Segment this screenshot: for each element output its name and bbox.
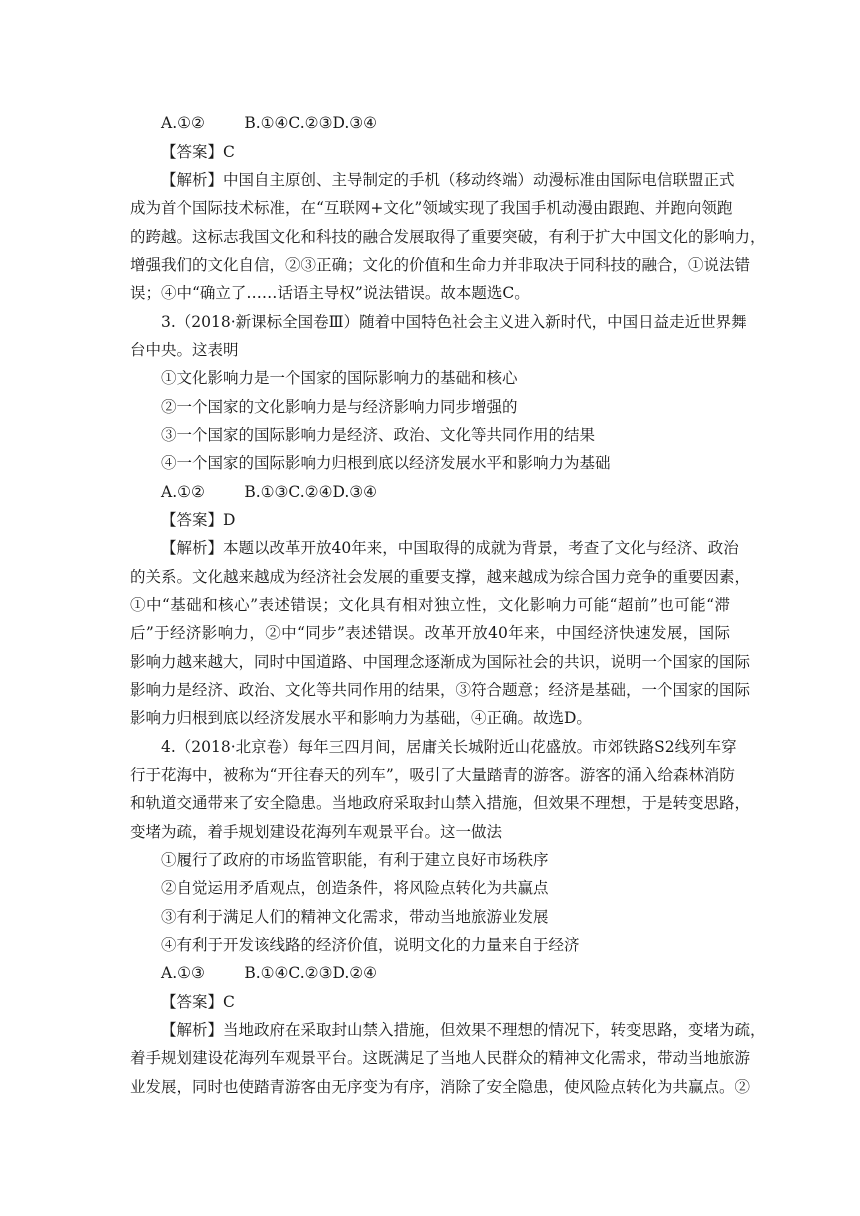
explanation-q2-line: 成为首个国际技术标准，在“互联网+文化”领域实现了我国手机动漫由跟跑、并跑向领跑 (130, 199, 733, 217)
q3-statement-1: ①文化影响力是一个国家的国际影响力的基础和核心 (161, 369, 518, 387)
explanation-q2-line: 增强我们的文化自信，②③正确；文化的价值和生命力并非取决于同科技的融合，①说法错 (130, 256, 751, 274)
explanation-q2-line: 的跨越。这标志我国文化和科技的融合发展取得了重要突破，有利于扩大中国文化的影响力， (130, 228, 766, 246)
q4-statement-3: ③有利于满足人们的精神文化需求，带动当地旅游业发展 (161, 908, 549, 926)
question-4-stem: 4.（2018·北京卷）每年三四月间，居庸关长城附近山花盛放。市郊铁路S2线列车穿 (161, 738, 737, 756)
explanation-q3-line: 后”于经济影响力，②中“同步”表述错误。改革开放40年来，中国经济快速发展，国际 (130, 624, 730, 642)
q3-statement-4: ④一个国家的国际影响力归根到底以经济发展水平和影响力为基础 (161, 454, 611, 472)
answer-q4: 【答案】C (161, 993, 235, 1011)
explanation-q2-line: 误；④中“确立了……话语主导权”说法错误。故本题选C。 (130, 284, 530, 302)
explanation-q3-line: 影响力越来越大，同时中国道路、中国理念逐渐成为国际社会的共识，说明一个国家的国际 (130, 653, 751, 671)
explanation-q3-line: 的关系。文化越来越成为经济社会发展的重要支撑，越来越成为综合国力竞争的重要因素， (130, 568, 751, 586)
answer-q3: 【答案】D (161, 511, 236, 529)
answer-q2: 【答案】C (161, 143, 235, 161)
q4-statement-4: ④有利于开发该线路的经济价值，说明文化的力量来自于经济 (161, 936, 580, 954)
explanation-q3-line: 影响力归根到底以经济发展水平和影响力为基础，④正确。故选D。 (130, 709, 592, 727)
q3-statement-3: ③一个国家的国际影响力是经济、政治、文化等共同作用的结果 (161, 426, 596, 444)
q4-statement-2: ②自觉运用矛盾观点，创造条件，将风险点转化为共赢点 (161, 879, 549, 897)
explanation-q3-line: ①中“基础和核心”表述错误；文化具有相对独立性，文化影响力可能“超前”也可能“滞 (130, 596, 730, 614)
explanation-q4-line: 着手规划建设花海列车观景平台。这既满足了当地人民群众的精神文化需求，带动当地旅游 (130, 1049, 751, 1067)
question-3-stem: 台中央。这表明 (130, 341, 239, 359)
question-4-stem: 变堵为疏，着手规划建设花海列车观景平台。这一做法 (130, 823, 503, 841)
question-3-stem: 3.（2018·新课标全国卷Ⅲ）随着中国特色社会主义进入新时代，中国日益走近世界舞 (161, 313, 747, 331)
q3-statement-2: ②一个国家的文化影响力是与经济影响力同步增强的 (161, 398, 518, 416)
explanation-q3-line: 【解析】本题以改革开放40年来，中国取得的成就为背景，考查了文化与经济、政治 (161, 539, 739, 557)
explanation-q4-line: 【解析】当地政府在采取封山禁入措施，但效果不理想的情况下，转变思路，变堵为疏， (161, 1021, 766, 1039)
explanation-q3-line: 影响力是经济、政治、文化等共同作用的结果，③符合题意；经济是基础，一个国家的国际 (130, 681, 751, 699)
question-4-stem: 行于花海中，被称为“开往春天的列车”，吸引了大量踏青的游客。游客的涌入给森林消防 (130, 766, 735, 784)
question-4-stem: 和轨道交通带来了安全隐患。当地政府采取封山禁入措施，但效果不理想，于是转变思路， (130, 794, 751, 812)
explanation-q2-line: 【解析】中国自主原创、主导制定的手机（移动终端）动漫标准由国际电信联盟正式 (161, 171, 735, 189)
options-q3: A.①② B.①③C.②④D.③④ (161, 483, 378, 501)
q4-statement-1: ①履行了政府的市场监管职能，有利于建立良好市场秩序 (161, 851, 549, 869)
options-q4: A.①③ B.①④C.②③D.②④ (161, 964, 378, 982)
explanation-q4-line: 业发展，同时也使踏青游客由无序变为有序，消除了安全隐患，使风险点转化为共赢点。② (130, 1078, 751, 1096)
options-q2: A.①② B.①④C.②③D.③④ (161, 114, 378, 132)
